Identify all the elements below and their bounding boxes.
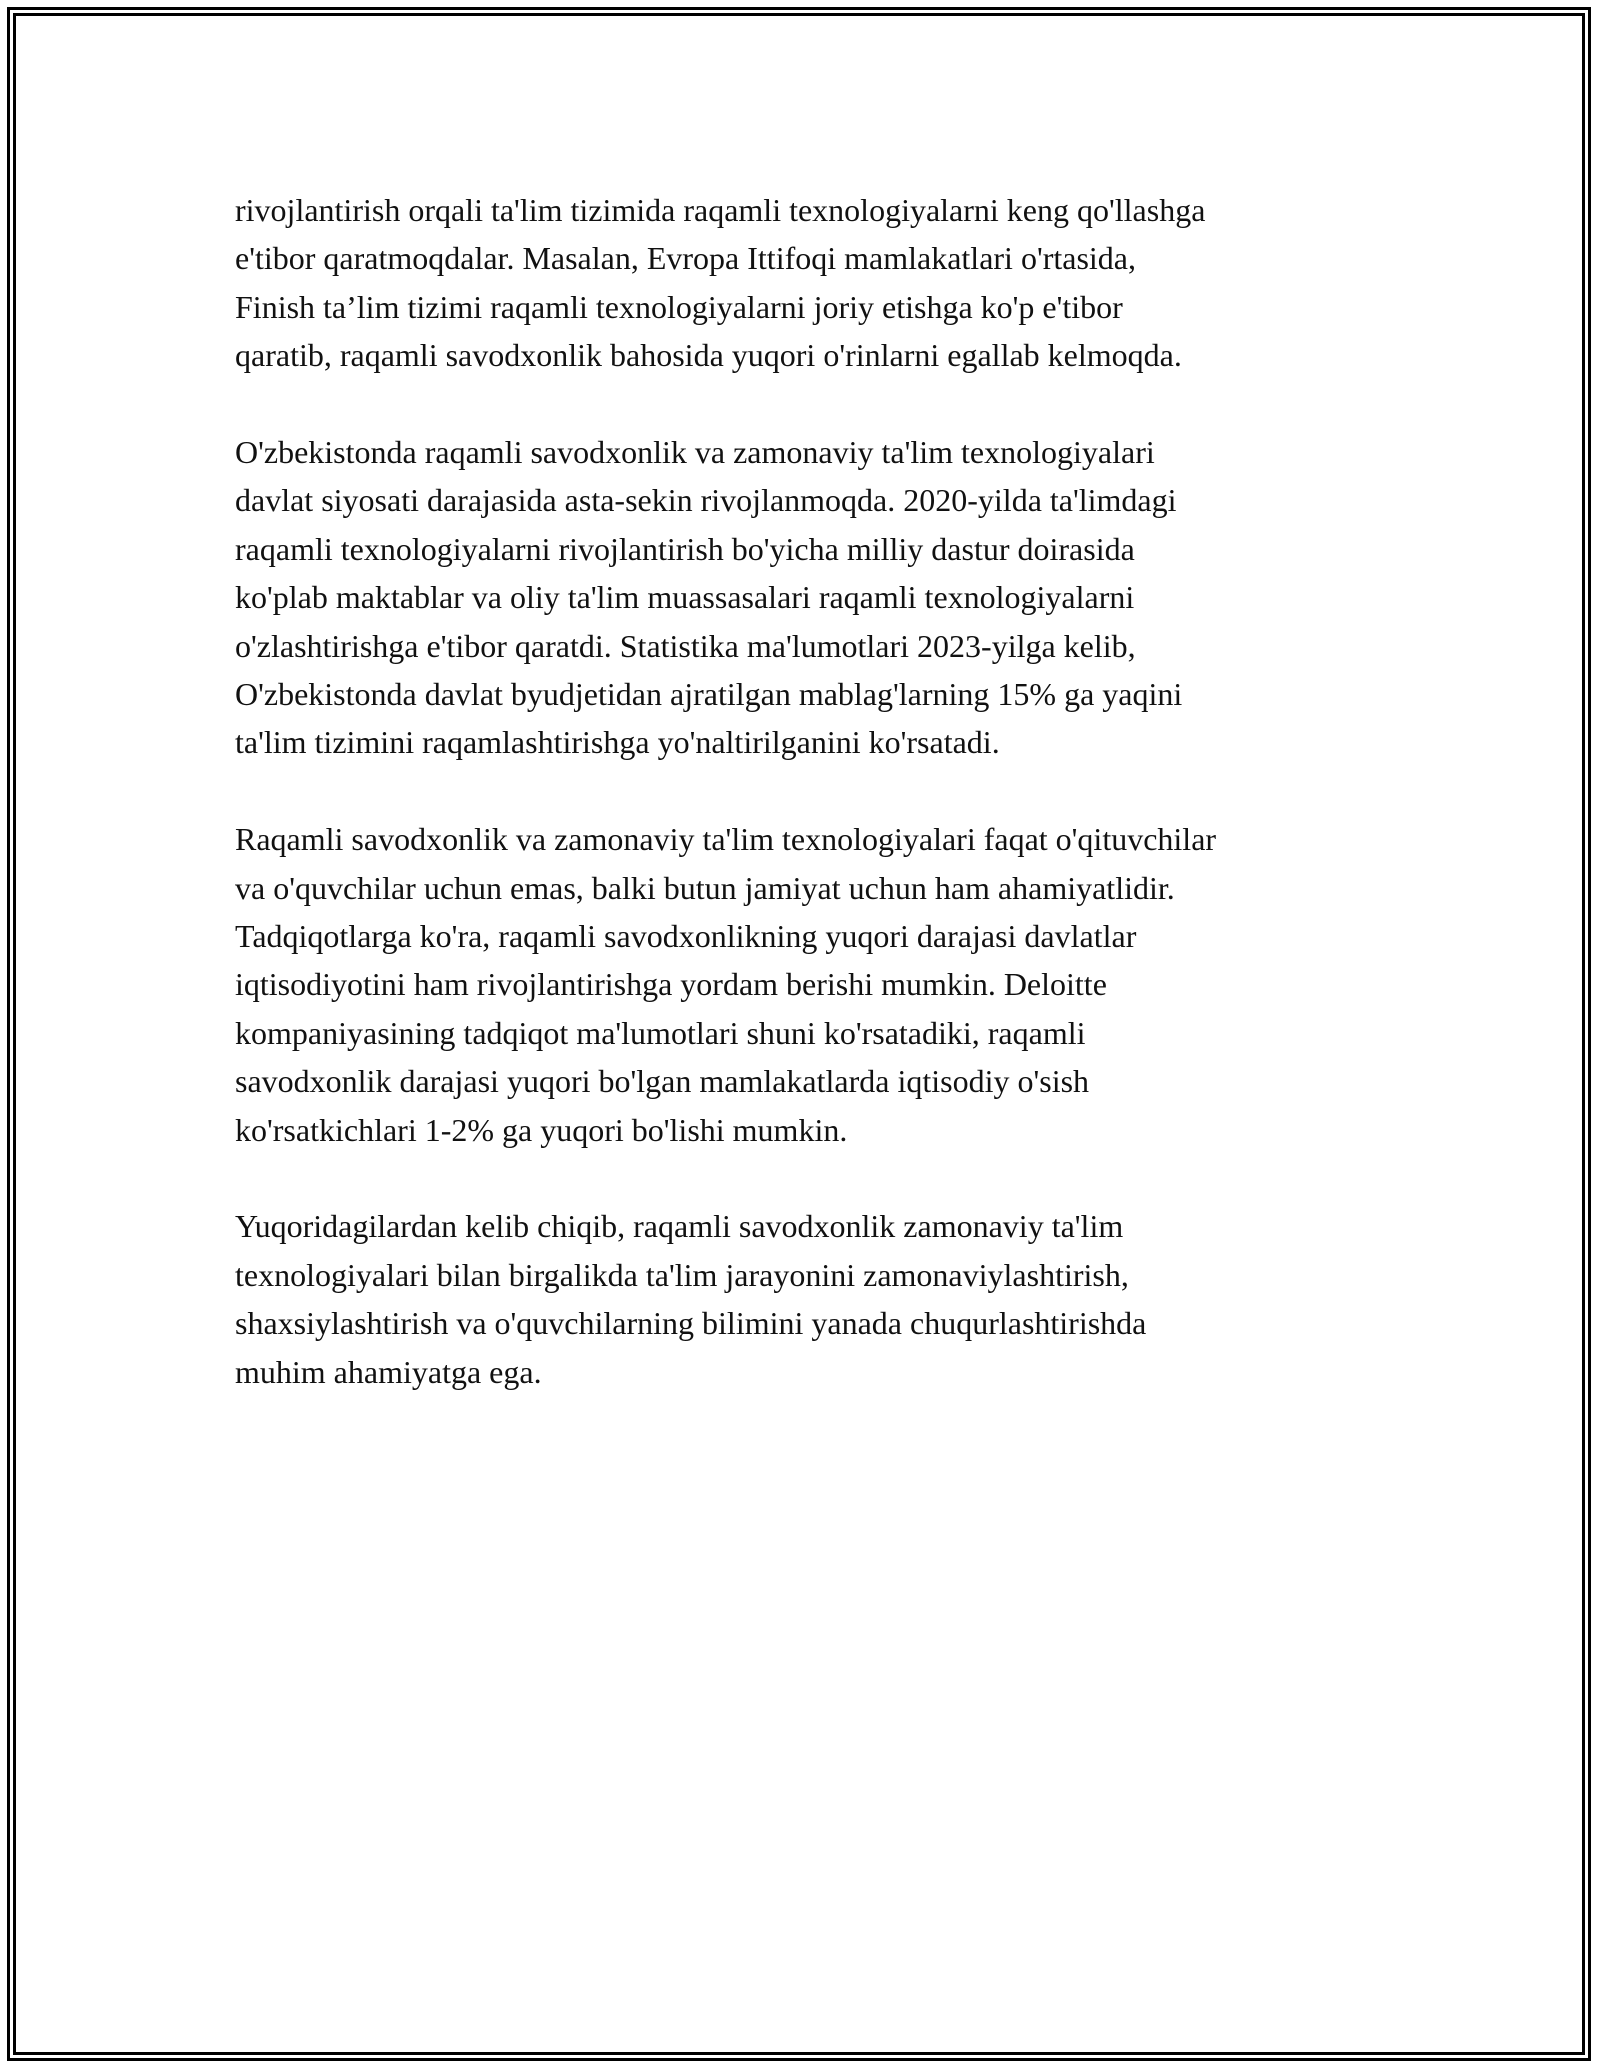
text-line: savodxonlik darajasi yuqori bo'lgan mamlakatlarda iqtisodiy o'sish	[235, 1063, 1090, 1100]
text-line: Raqamli savodxonlik va zamonaviy ta'lim texnologiyalari faqat o'qituvchilar	[235, 821, 1217, 858]
paragraph-2	[235, 428, 1395, 767]
text-line: iqtisodiyotini ham rivojlantirishga yordam berishi mumkin. Deloitte	[235, 966, 1107, 1003]
text-line: kompaniyasining tadqiqot ma'lumotlari shuni ko'rsatadiki, raqamli	[235, 1014, 1086, 1051]
text-line: ta'lim tizimini raqamlashtirishga yo'naltirilganini ko'rsatadi.	[235, 724, 1000, 761]
text-line: e'tibor qaratmoqdalar. Masalan, Evropa Ittifoqi mamlakatlari o'rtasida,	[235, 240, 1136, 277]
paragraph-3	[235, 815, 1395, 1154]
text-line: o'zlashtirishga e'tibor qaratdi. Statistika ma'lumotlari 2023-yilga kelib,	[235, 627, 1136, 664]
text-line: raqamli texnologiyalarni rivojlantirish bo'yicha milliy dastur doirasida	[235, 530, 1135, 567]
text-line: ko'rsatkichlari 1-2% ga yuqori bo'lishi mumkin.	[235, 1111, 848, 1148]
document-body	[235, 186, 1395, 1396]
text-line: qaratib, raqamli savodxonlik bahosida yuqori o'rinlarni egallab kelmoqda.	[235, 337, 1182, 374]
text-line: ko'plab maktablar va oliy ta'lim muassasalari raqamli texnologiyalarni	[235, 579, 1135, 616]
text-line: muhim ahamiyatga ega.	[235, 1353, 542, 1390]
text-line: shaxsiylashtirish va o'quvchilarning bilimini yanada chuqurlashtirishda	[235, 1305, 1147, 1342]
text-line: Tadqiqotlarga ko'ra, raqamli savodxonlikning yuqori darajasi davlatlar	[235, 918, 1137, 955]
text-line: texnologiyalari bilan birgalikda ta'lim jarayonini zamonaviylashtirish,	[235, 1256, 1129, 1293]
text-line: Finish ta’lim tizimi raqamli texnologiyalarni joriy etishga ko'p e'tibor	[235, 288, 1123, 325]
paragraph-4	[235, 1202, 1395, 1396]
text-line: Yuqoridagilardan kelib chiqib, raqamli savodxonlik zamonaviy ta'lim	[235, 1208, 1124, 1245]
text-line: rivojlantirish orqali ta'lim tizimida raqamli texnologiyalarni keng qo'llashga	[235, 192, 1206, 228]
text-line: O'zbekistonda raqamli savodxonlik va zamonaviy ta'lim texnologiyalari	[235, 434, 1155, 471]
text-line: va o'quvchilar uchun emas, balki butun jamiyat uchun ham ahamiyatlidir.	[235, 869, 1175, 906]
paragraph-1	[235, 186, 1395, 380]
text-line: O'zbekistonda davlat byudjetidan ajratilgan mablag'larning 15% ga yaqini	[235, 676, 1183, 713]
text-line: davlat siyosati darajasida asta-sekin rivojlanmoqda. 2020-yilda ta'limdagi	[235, 482, 1177, 519]
